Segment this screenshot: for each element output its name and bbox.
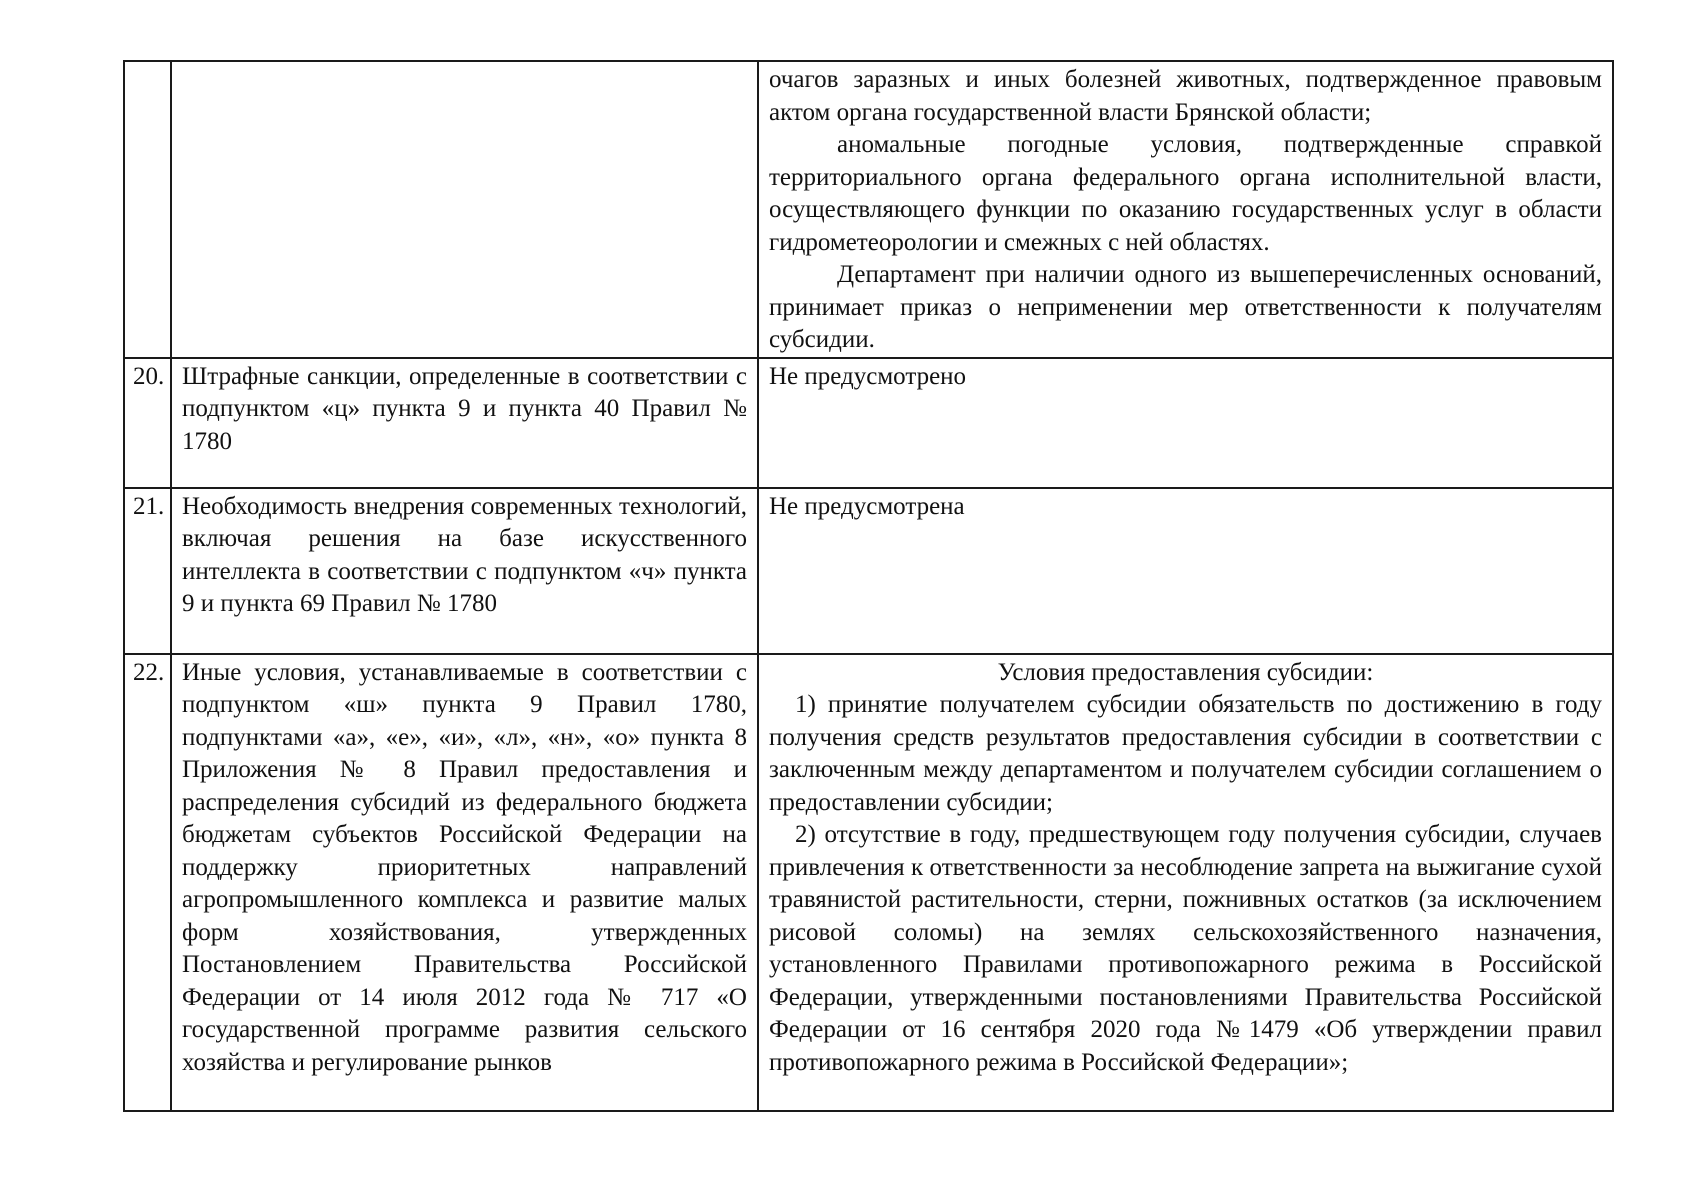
value-text: Не предусмотрено [769, 362, 967, 390]
row-value [758, 654, 1613, 1111]
label-text: Необходимость внедрения современных технологий, включая решения на базе искусственного интеллекта в соответствии с подпунктом «ч» пункта 9 и пункта 69 Правил № 1780 [182, 492, 747, 617]
label-text: Штрафные санкции, определенные в соответствии с подпунктом «ц» пункта 9 и пункта 40 Правил № 1780 [182, 362, 747, 455]
paragraph: 2) отсутствие в году, предшествующем году получения субсидии, случаев привлечения к ответственности за несоблюдение запрета на выжигание сухой травянистой растительности, стерни, пожнивных остатков (за исключением рисовой соломы) на землях сельскохозяйственного назначения, установленного Правилами противопожарного режима в Российской Федерации, утвержденными постановлениями Правительства Российской Федерации от 16 сентября 2020 года №1479 «Об утверждении правил противопожарного режима в Российской Федерации»; [769, 821, 1602, 1076]
paragraph: Департамент при наличии одного из вышеперечисленных оснований, принимает приказ о неприменении мер ответственности к получателям субсидии. [769, 261, 1602, 353]
value-text: Не предусмотрена [769, 492, 965, 520]
table-row [124, 358, 1613, 488]
row-number: 21. [124, 488, 171, 654]
document-table [123, 60, 1614, 1112]
label-text: Иные условия, устанавливаемые в соответствии с подпунктом «ш» пункта 9 Правил 1780, подпунктами «а», «е», «и», «л», «н», «о» пункта 8 Приложения № 8 Правил предоставления и распределения субсидий из федерального бюджета бюджетам субъектов Российской Федерации на поддержку приоритетных направлений агропромышленного комплекса и развитие малых форм хозяйствования, утвержденных Постановлением Правительства Российской Федерации от 14 июля 2012 года № 717 «О государственной программе развития сельского хозяйства и регулирование рынков [182, 658, 747, 1076]
paragraph: очагов заразных и иных болезней животных, подтвержденное правовым актом органа государственной власти Брянской области; [769, 66, 1602, 126]
row-value [758, 61, 1613, 358]
table-row [124, 654, 1613, 1111]
row-number [124, 61, 171, 358]
row-value [758, 488, 1613, 654]
table-row [124, 61, 1613, 358]
paragraph: 1) принятие получателем субсидии обязательств по достижению в году получения средств результатов предоставления субсидии в соответствии с заключенным между департаментом и получателем субсидии соглашением о предоставлении субсидии; [769, 691, 1602, 816]
row-label [171, 61, 758, 358]
row-label [171, 654, 758, 1111]
row-label [171, 358, 758, 488]
conditions-heading: Условия предоставления субсидии: [997, 658, 1374, 686]
table-row [124, 488, 1613, 654]
row-value [758, 358, 1613, 488]
paragraph: аномальные погодные условия, подтвержденные справкой территориального органа федерального органа исполнительной власти, осуществляющего функции по оказанию государственных услуг в области гидрометеорологии и смежных с ней областях. [769, 131, 1602, 256]
row-number: 22. [124, 654, 171, 1111]
row-number: 20. [124, 358, 171, 488]
row-label [171, 488, 758, 654]
